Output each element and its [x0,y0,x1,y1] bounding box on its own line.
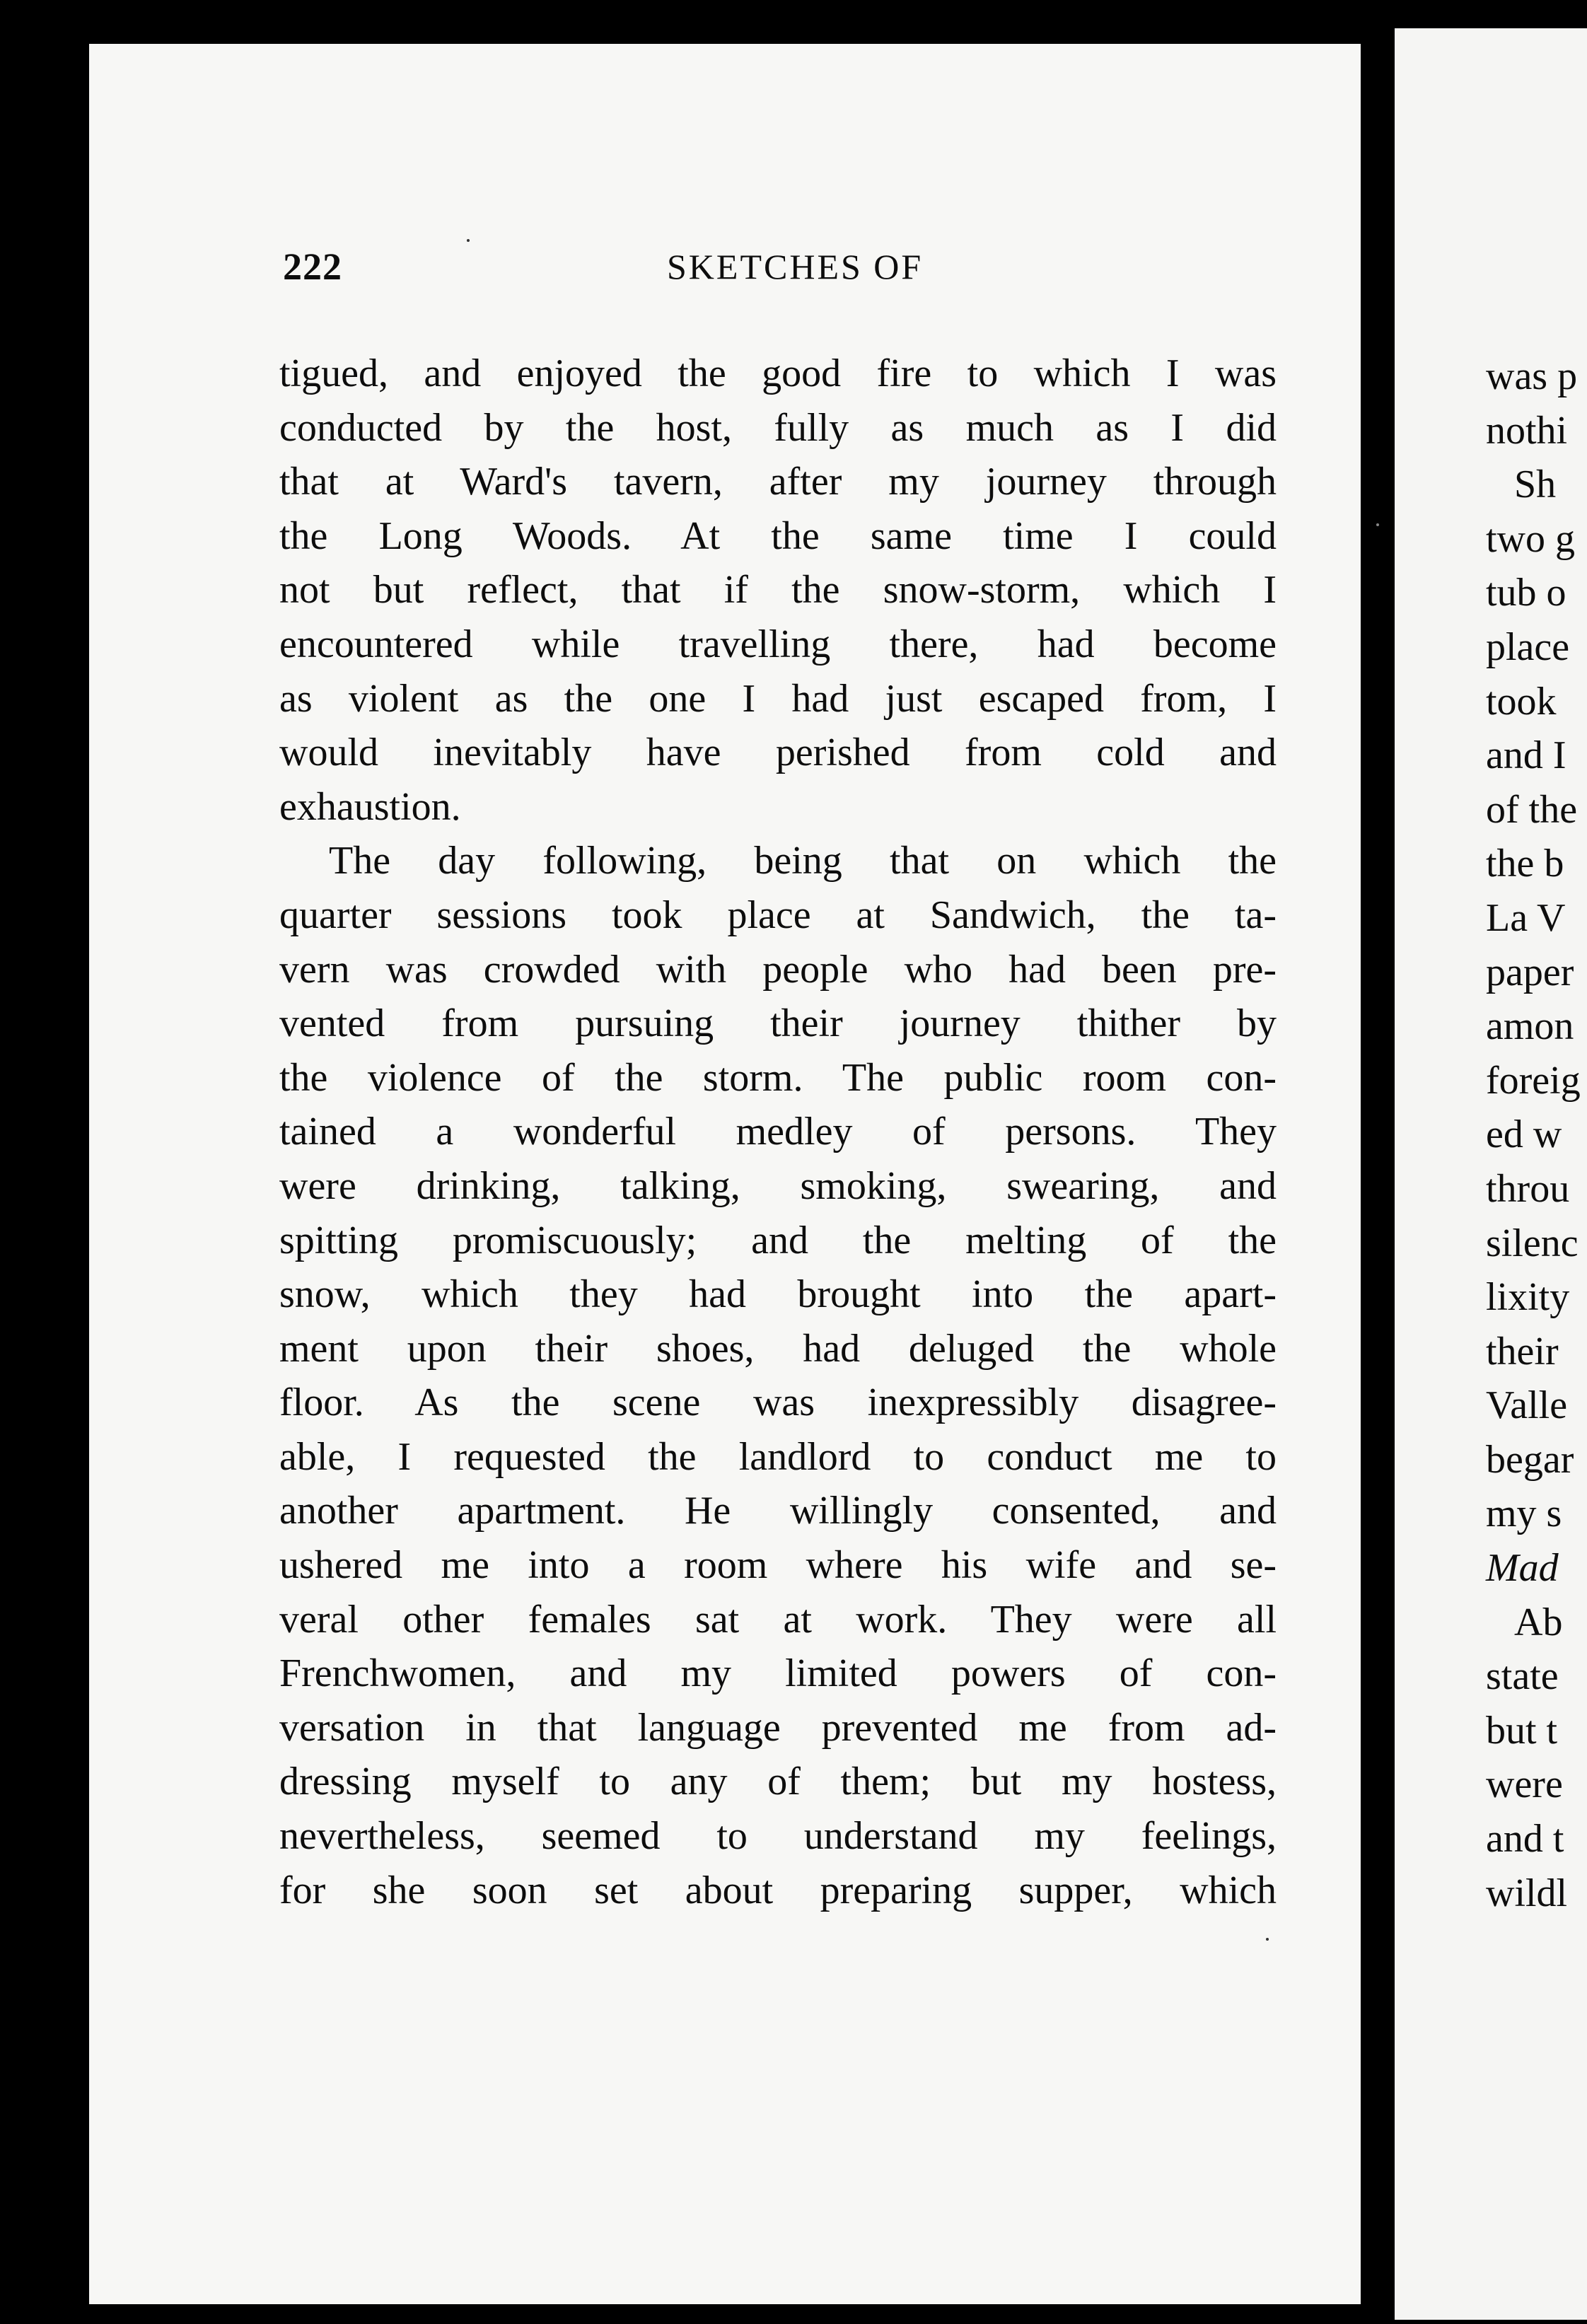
text-line: nevertheless, seemed to understand my feelings, [279,1814,1277,1859]
text-line: versation in that language prevented me from ad- [279,1705,1277,1750]
text-line: spitting promiscuously; and the melting of the [279,1218,1277,1262]
text-line: conducted by the host, fully as much as I did [279,405,1277,450]
fragment-line: Valle [1486,1383,1568,1428]
text-line: snow, which they had brought into the apart- [279,1272,1277,1317]
text-line: quarter sessions took place at Sandwich, the ta- [279,893,1277,937]
page-header [283,233,1287,304]
text-line: Frenchwomen, and my limited powers of con- [279,1651,1277,1696]
text-line: dressing myself to any of them; but my hostess, [279,1760,1277,1804]
fragment-line: wildl [1486,1871,1568,1915]
paragraph-end-line: exhaustion. [279,784,461,829]
fragment-line: was p [1486,354,1578,398]
fragment-line: and t [1486,1817,1564,1861]
fragment-line: nothi [1486,408,1568,453]
fragment-line: the b [1486,842,1564,886]
text-line: vented from pursuing their journey thither by [279,1001,1277,1046]
text-line: the Long Woods. At the same time I could [279,513,1277,558]
fragment-line: lixity [1486,1275,1570,1320]
fragment-line: but t [1486,1708,1558,1753]
fragment-line: La V [1486,895,1566,940]
text-line: ushered me into a room where his wife and se- [279,1543,1277,1588]
text-line: that at Ward's tavern, after my journey through [279,460,1277,504]
running-title: SKETCHES OF [667,247,924,286]
paragraph-start-line: The day following, being that on which the [329,839,1277,883]
text-line: were drinking, talking, smoking, swearing, and [279,1163,1277,1208]
fragment-line: amon [1486,1004,1574,1049]
fragment-line: were [1486,1762,1563,1807]
fragment-line: my s [1486,1492,1562,1536]
text-line: not but reflect, that if the snow-storm, which I [279,568,1277,612]
text-line: floor. As the scene was inexpressibly disagree- [279,1381,1277,1425]
fragment-line: of the [1486,787,1578,832]
text-line: able, I requested the landlord to conduct me to [279,1434,1277,1479]
text-line: tigued, and enjoyed the good fire to which I was [279,351,1277,395]
text-line: encountered while travelling there, had become [279,622,1277,666]
fragment-line: place [1486,624,1570,669]
paper-speck [1376,523,1379,526]
fragment-line: two g [1486,516,1575,561]
left-page-body [279,347,1277,1917]
text-line: as violent as the one I had just escaped from, I [279,676,1277,721]
fragment-line: Sh [1514,463,1557,507]
fragment-line: Mad [1486,1546,1559,1591]
fragment-line: took [1486,679,1557,724]
fragment-line: foreig [1486,1058,1581,1103]
fragment-line: state [1486,1654,1559,1699]
text-line: vern was crowded with people who had been pre- [279,947,1277,992]
text-line: another apartment. He willingly consented, and [279,1489,1277,1533]
text-line: veral other females sat at work. They were all [279,1597,1277,1642]
fragment-line: tub o [1486,571,1566,615]
text-line: the violence of the storm. The public room con- [279,1055,1277,1100]
text-line: tained a wonderful medley of persons. They [279,1110,1277,1154]
right-page-body-fragment [1486,349,1587,1920]
fragment-line: Ab [1514,1600,1563,1644]
paper-speck [467,239,470,242]
fragment-line: begar [1486,1437,1574,1482]
fragment-line: paper [1486,950,1574,994]
fragment-line: throu [1486,1166,1570,1211]
text-line: ment upon their shoes, had deluged the whole [279,1326,1277,1371]
fragment-line: their [1486,1329,1559,1373]
fragment-line: and I [1486,733,1566,778]
text-line: for she soon set about preparing supper, which [279,1868,1277,1912]
fragment-line: ed w [1486,1112,1562,1157]
book-gutter [1361,0,1393,2324]
page-number: 222 [283,245,342,288]
text-line: would inevitably have perished from cold and [279,731,1277,775]
paper-speck [1266,1938,1269,1941]
fragment-line: silenc [1486,1221,1579,1265]
